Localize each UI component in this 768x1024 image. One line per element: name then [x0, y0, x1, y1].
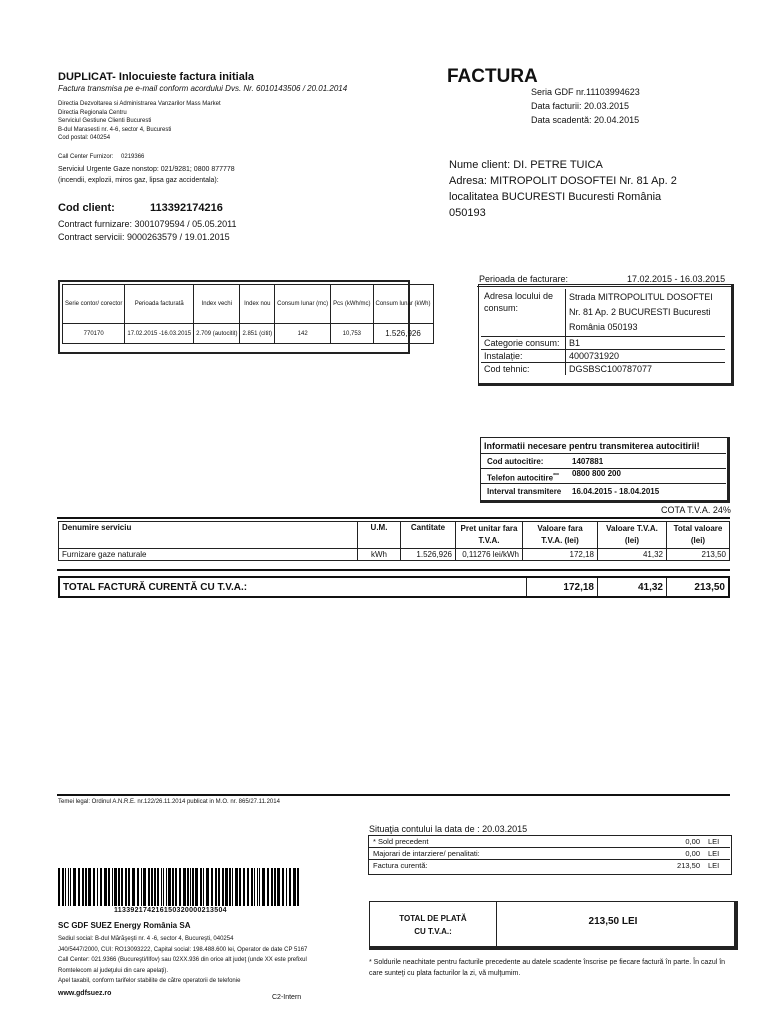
account-status-table — [369, 836, 730, 871]
total-current-vat: 41,32 — [598, 577, 667, 597]
emergency-note: (incendii, explozii, miros gaz, lipsa gaz accidentala): — [58, 177, 219, 184]
supply-contract: Contract furnizare: 3001079594 / 05.05.2011 — [58, 219, 237, 229]
barcode-bar — [151, 868, 153, 906]
installation-value: 4000731920 — [569, 351, 620, 361]
call-center-label: Call Center Furnizor: — [58, 154, 114, 160]
service-header: Pret unitar fara T.V.A. — [456, 522, 523, 549]
services-top-rule — [57, 517, 730, 519]
barcode-bar — [128, 868, 130, 906]
legal-rule — [57, 794, 730, 796]
meter-header: Serie contor/ corector — [63, 285, 125, 324]
status-value: 213,50 — [677, 861, 700, 870]
barcode-bar — [108, 868, 110, 906]
meter-header: Consum lunar (kWh) — [373, 285, 433, 324]
tech-code-value: DGSBSC100787077 — [569, 364, 653, 374]
service-header: Valoare fara T.V.A. (lei) — [523, 522, 598, 549]
barcode-bar — [78, 868, 80, 906]
barcode-bar — [172, 868, 174, 906]
service-header: U.M. — [358, 522, 401, 549]
barcode-bar — [175, 868, 177, 906]
barcode-bar — [68, 868, 69, 906]
issuer-line: B-dul Marasesti nr. 4-6, sector 4, Bucuresti — [58, 126, 172, 133]
barcode-bar — [274, 868, 276, 906]
total-top-rule — [57, 569, 730, 571]
barcode-bar — [166, 868, 167, 906]
barcode-bar — [125, 868, 127, 906]
company-details — [58, 934, 307, 987]
meter-cell: 17.02.2015 -16.03.2015 — [125, 324, 194, 344]
invoice-series: Seria GDF nr.11103994623 — [531, 87, 640, 97]
total-due-label-line: TOTAL DE PLATĂ — [399, 914, 467, 923]
barcode-bar — [154, 868, 156, 906]
status-label: Factura curentă: — [373, 861, 428, 870]
invoice-due-date: Data scadentă: 20.04.2015 — [531, 115, 640, 125]
self-reading-title: Informatii necesare pentru transmiterea autocitirii! — [484, 441, 700, 451]
barcode-bar — [225, 868, 228, 906]
reading-phone-note: *** — [553, 473, 559, 479]
service-cell: Furnizare gaze naturale — [59, 549, 358, 561]
meter-cell: 770170 — [63, 324, 125, 344]
barcode-bar — [183, 868, 186, 906]
status-unit: LEI — [704, 848, 730, 860]
location-value: Strada MITROPOLITUL DOSOFTEI Nr. 81 Ap. 2 BUCURESTI Bucuresti România 050193 — [569, 292, 713, 332]
barcode-bar — [100, 868, 102, 906]
table-row — [369, 860, 730, 872]
barcode-bar — [293, 868, 296, 906]
barcode-bar — [97, 868, 98, 906]
barcode-bar — [121, 868, 123, 906]
barcode-bar — [70, 868, 71, 906]
reading-interval-value: 16.04.2015 - 18.04.2015 — [572, 487, 660, 496]
self-reading-divider — [481, 453, 726, 454]
barcode-bar — [161, 868, 162, 906]
emergency-line: Serviciul Urgente Gaze nonstop: 021/9281; 0800 877778 — [58, 166, 235, 173]
barcode-bar — [232, 868, 233, 906]
issuer-line: Cod postal: 040254 — [58, 135, 111, 141]
meter-header: Index vechi — [194, 285, 240, 324]
meter-cell: 10,753 — [331, 324, 373, 344]
meter-cell: 2.851 (citit) — [240, 324, 275, 344]
barcode-bar — [206, 868, 209, 906]
company-website[interactable]: www.gdfsuez.ro — [58, 990, 112, 997]
classification-label: C2-Intern — [272, 994, 302, 1001]
footnote: * Soldurile neachitate pentru facturile precedente au datele scadente înscrise pe fiecare factură în parte. În cazul în care sunteţi cu plata facturilor la zi, vă mulţumim. — [369, 959, 726, 977]
meter-cell: 1.526,926 — [373, 324, 433, 344]
barcode-bar — [218, 868, 220, 906]
table-row — [59, 549, 730, 561]
barcode-bar — [85, 868, 87, 906]
status-unit: LEI — [704, 836, 730, 848]
issuer-line: Serviciul Gestiune Clienti Bucuresti — [58, 118, 152, 124]
company-line: J40/5447/2000, CUI: RO13093222, Capital social: 198.488.600 lei, Operator de date CP 5167 — [58, 946, 308, 953]
barcode-bar — [58, 868, 60, 906]
invoice-date: Data facturii: 20.03.2015 — [531, 101, 630, 111]
status-label: * Sold precedent — [369, 836, 656, 848]
meter-header: Pcs (kWh/mc) — [331, 285, 373, 324]
meter-header: Consum lunar (mc) — [275, 285, 331, 324]
barcode-bar — [190, 868, 191, 906]
barcode-bar — [222, 868, 224, 906]
barcode-bar — [118, 868, 120, 906]
reading-interval-label: Interval transmitere — [487, 487, 562, 496]
barcode-bar — [267, 868, 269, 906]
billing-period-label: Perioada de facturare: — [479, 274, 569, 284]
company-line: Romtelecom al judeţului din care apelaţi). — [58, 967, 169, 974]
reading-phone-label-text: Telefon autocitire — [487, 473, 554, 483]
total-due-label — [370, 912, 496, 938]
barcode-bar — [82, 868, 84, 906]
barcode-bar — [282, 868, 284, 906]
barcode-bar — [187, 868, 189, 906]
status-value: 0,00 — [656, 848, 704, 860]
client-code-value: 113392174216 — [150, 202, 223, 214]
barcode-bar — [137, 868, 139, 906]
billing-period-value: 17.02.2015 - 16.03.2015 — [627, 274, 726, 284]
barcode-bar — [88, 868, 91, 906]
meter-cell: 142 — [275, 324, 331, 344]
barcode-bar — [168, 868, 171, 906]
reading-code-label: Cod autocitire: — [487, 457, 544, 466]
barcode-bar — [104, 868, 107, 906]
barcode-bar — [143, 868, 146, 906]
meter-header: Perioada facturată — [125, 285, 194, 324]
barcode-bar — [73, 868, 76, 906]
barcode-bar — [114, 868, 117, 906]
category-label: Categorie consum: — [481, 337, 566, 350]
tech-code-label: Cod tehnic: — [481, 363, 566, 376]
barcode-bar — [200, 868, 202, 906]
barcode-bar — [259, 868, 260, 906]
issuer-line: Directia Regionala Centru — [58, 109, 127, 116]
barcode-bar — [65, 868, 66, 906]
meter-table — [62, 284, 434, 344]
reading-code-value: 1407881 — [572, 457, 604, 466]
legal-basis: Temei legal: Ordinul A.N.R.E. nr.122/26.11.2014 publicat in M.O. nr. 865/27.11.2014 — [58, 799, 280, 805]
service-header: Total valoare (lei) — [667, 522, 730, 549]
status-value: 0,00 — [656, 836, 704, 848]
barcode-bar — [192, 868, 194, 906]
meter-cell: 2.709 (autocitit) — [194, 324, 240, 344]
reading-phone-label — [487, 473, 559, 483]
total-due-label-line: CU T.V.A.: — [414, 927, 452, 936]
status-unit: LEI — [708, 861, 720, 870]
barcode-bar — [257, 868, 258, 906]
barcode-bar — [289, 868, 291, 906]
call-center-number: 0219366 — [121, 154, 145, 160]
service-header: Cantitate — [401, 522, 456, 549]
barcode-bar — [132, 868, 135, 906]
total-current-label: TOTAL FACTURĂ CURENTĂ CU T.V.A.: — [59, 577, 527, 597]
services-table — [58, 521, 730, 561]
total-current-table — [58, 576, 730, 598]
barcode-bar — [243, 868, 245, 906]
barcode-bar — [297, 868, 299, 906]
account-status-title: Situaţia contului la data de : 20.03.2015 — [369, 824, 528, 834]
client-code-label: Cod client: — [58, 202, 115, 214]
barcode-bar — [203, 868, 204, 906]
location-table — [481, 289, 725, 375]
barcode-bar — [271, 868, 273, 906]
location-label: Adresa locului de consum: — [481, 289, 566, 337]
total-current-total: 213,50 — [667, 577, 730, 597]
client-address: Adresa: MITROPOLIT DOSOFTEI Nr. 81 Ap. 2 — [449, 175, 677, 187]
barcode-bar — [93, 868, 95, 906]
self-reading-divider — [481, 483, 726, 484]
client-locality: localitatea BUCURESTI Bucuresti România — [449, 191, 662, 203]
company-name: SC GDF SUEZ Energy România SA — [58, 921, 191, 930]
service-cell: 1.526,926 — [401, 549, 456, 561]
meter-header: Index nou — [240, 285, 275, 324]
barcode-bar — [215, 868, 217, 906]
barcode-bar — [195, 868, 198, 906]
barcode-bar — [229, 868, 231, 906]
barcode-bar — [211, 868, 213, 906]
barcode-number: 113392174216150320000213504 — [114, 907, 227, 914]
vat-rate: COTA T.V.A. 24% — [661, 505, 731, 515]
barcode-bar — [163, 868, 164, 906]
service-header: Denumire serviciu — [59, 522, 358, 549]
service-cell: kWh — [358, 549, 401, 561]
barcode-bar — [254, 868, 255, 906]
barcode-bar — [251, 868, 253, 906]
duplicate-title: DUPLICAT- Inlocuieste factura initiala — [58, 71, 254, 83]
barcode-image — [58, 868, 302, 906]
barcode-bar — [239, 868, 241, 906]
installation-label: Instalație: — [481, 350, 566, 363]
barcode-bar — [247, 868, 249, 906]
barcode-bar — [286, 868, 287, 906]
call-center-line — [58, 154, 144, 160]
category-value: B1 — [569, 338, 581, 348]
client-address-block — [449, 157, 677, 221]
company-line: Call Center: 021.9366 (Bucureşti/Ilfov) sau 02XX.936 din orice alt judeţ (unde XX este prefixul — [58, 957, 307, 963]
service-cell: 213,50 — [667, 549, 730, 561]
barcode-bar — [235, 868, 238, 906]
barcode-bar — [262, 868, 265, 906]
invoice-title: FACTURA — [447, 66, 538, 87]
table-row — [369, 836, 730, 848]
barcode-bar — [141, 868, 142, 906]
client-name: Nume client: DI. PETRE TUICA — [449, 159, 603, 171]
barcode-bar — [112, 868, 113, 906]
barcode-bar — [179, 868, 181, 906]
service-header: Valoare T.V.A. (lei) — [598, 522, 667, 549]
total-due-value: 213,50 LEI — [588, 916, 638, 927]
barcode-bar — [277, 868, 280, 906]
status-label: Majorari de intarziere/ penalitati: — [369, 848, 656, 860]
company-line: Apel taxabil, conform tarifelor stabilite de către operatorii de telefonie — [58, 978, 241, 984]
issuer-address — [58, 100, 221, 143]
company-line: Sediul social: B-dul Mărăşeşti nr. 4 -6, sector 4, Bucureşti, 040254 — [58, 936, 234, 942]
service-cell: 0,11276 lei/kWh — [456, 549, 523, 561]
duplicate-note: Factura transmisa pe e-mail conform acordului Dvs. Nr. 6010143506 / 20.01.2014 — [58, 84, 348, 93]
barcode-bar — [62, 868, 64, 906]
table-row — [369, 848, 730, 860]
issuer-line: Directia Dezvoltarea si Administrarea Vanzarilor Mass Market — [58, 101, 221, 107]
barcode-bar — [148, 868, 150, 906]
service-cell: 172,18 — [523, 549, 598, 561]
total-current-net: 172,18 — [527, 577, 598, 597]
service-contract: Contract servicii: 9000263579 / 19.01.2015 — [58, 232, 230, 242]
client-postal-code: 050193 — [449, 207, 486, 219]
service-cell: 41,32 — [598, 549, 667, 561]
barcode-bar — [157, 868, 159, 906]
reading-phone-value: 0800 800 200 — [572, 469, 621, 478]
